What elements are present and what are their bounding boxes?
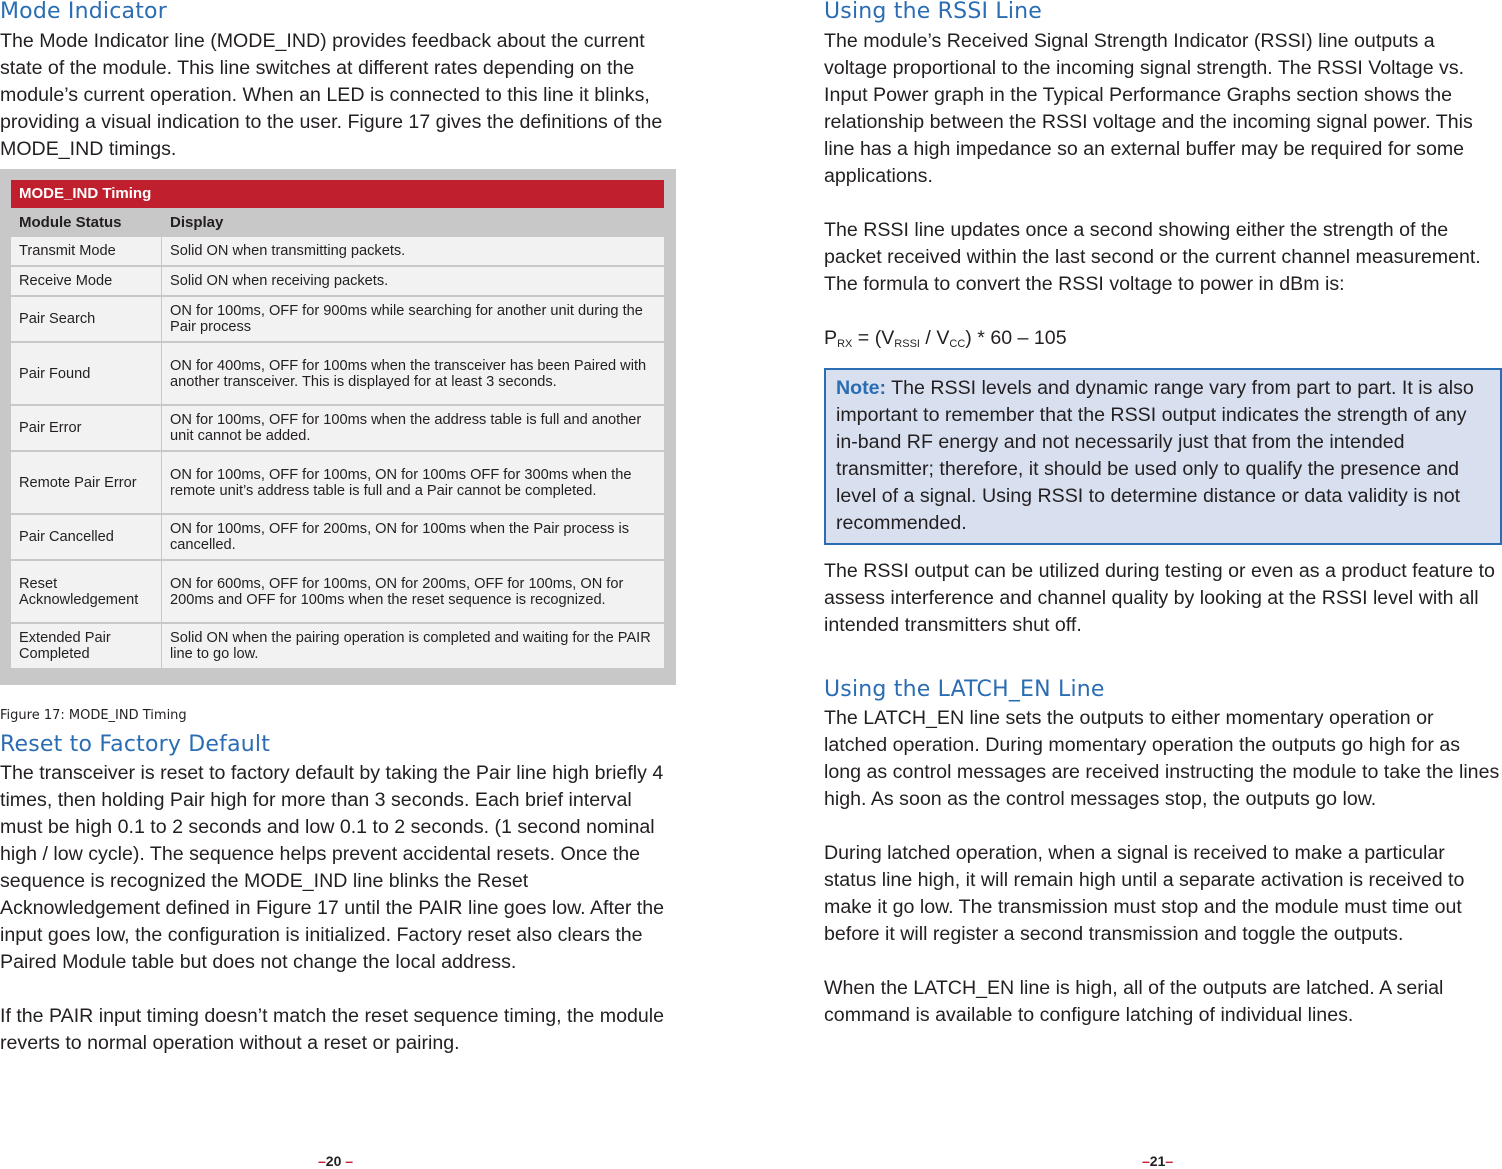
row-status: Reset Acknowledgement: [11, 561, 161, 622]
table-row: [11, 267, 664, 295]
rssi-heading: Using the RSSI Line: [824, 0, 1043, 24]
formula-vcc-sub: CC: [949, 338, 966, 350]
mode-ind-timing-table: [0, 169, 676, 685]
row-display: Solid ON when transmitting packets.: [162, 237, 664, 265]
table-row: [11, 406, 664, 450]
table-row: [11, 237, 664, 265]
reset-section: [0, 733, 676, 1057]
row-display: ON for 100ms, OFF for 900ms while searching for another unit during the Pair process: [162, 297, 664, 341]
note-text: [836, 375, 1490, 537]
row-status: Extended Pair Completed: [11, 624, 161, 668]
latch-body-3: When the LATCH_EN line is high, all of the outputs are latched. A serial command is available to configure latching of individual lines.: [824, 977, 1444, 1026]
row-display: ON for 100ms, OFF for 100ms, ON for 100ms OFF for 300ms when the remote unit’s address table is full and a Pair cannot be completed.: [162, 452, 664, 513]
row-status: Pair Cancelled: [11, 515, 161, 559]
mode-indicator-section: [0, 0, 676, 163]
reset-heading: Reset to Factory Default: [0, 732, 271, 757]
formula-p: P: [824, 327, 838, 349]
row-status: Pair Error: [11, 406, 161, 450]
rssi-body-1: The module’s Received Signal Strength Indicator (RSSI) line outputs a voltage proportional to the incoming signal strength. The RSSI Voltage vs. Input Power graph in the Typical Performance Graphs section shows the relationship between the RSSI voltage and the incoming signal power. This line has a high impedance so an external buffer may be required for some applications.: [824, 30, 1473, 187]
table-title: MODE_IND Timing: [11, 180, 664, 208]
latch-section: [824, 678, 1502, 1029]
latch-body-1: The LATCH_EN line sets the outputs to either momentary operation or latched operation. During momentary operation the outputs go high for as long as control messages are received instructing the module to take the lines high. As soon as the control messages stop, the outputs go low.: [824, 707, 1500, 810]
header-display: Display: [170, 214, 224, 231]
row-status: Remote Pair Error: [11, 452, 161, 513]
row-display: ON for 100ms, OFF for 100ms when the address table is full and another unit cannot be added.: [162, 406, 664, 450]
formula-p-sub: RX: [837, 338, 853, 350]
table-row: [11, 452, 664, 513]
formula-v-sub: RSSI: [894, 338, 920, 350]
page-dash: –: [1165, 1153, 1174, 1169]
table-header-row: [11, 208, 664, 237]
page-number-value: 21: [1149, 1153, 1166, 1169]
note-body: The RSSI levels and dynamic range vary from part to part. It is also important to remember that the RSSI output indicates the strength of any in-band RF energy and not necessarily just that from the intended transmitter; therefore, it should be used only to qualify the presence and level of a signal. Using RSSI to determine distance or data validity is not recommended.: [836, 377, 1474, 534]
row-status: Receive Mode: [11, 267, 161, 295]
row-display: Solid ON when the pairing operation is completed and waiting for the PAIR line to go low.: [162, 624, 664, 668]
formula-eq: = (V: [852, 327, 895, 349]
row-status: Transmit Mode: [11, 237, 161, 265]
page-number-left: [318, 1153, 353, 1169]
row-display: ON for 600ms, OFF for 100ms, ON for 200ms, OFF for 100ms, ON for 200ms and OFF for 100ms when the reset sequence is recognized.: [162, 561, 664, 622]
rssi-body-3: The RSSI output can be utilized during testing or even as a product feature to assess interference and channel quality by looking at the RSSI level with all intended transmitters shut off.: [824, 560, 1495, 636]
latch-heading: Using the LATCH_EN Line: [824, 677, 1105, 702]
row-status: Pair Search: [11, 297, 161, 341]
row-display: ON for 400ms, OFF for 100ms when the transceiver has been Paired with another transceiver. This is displayed for at least 3 seconds.: [162, 343, 664, 404]
rssi-formula: [824, 325, 1502, 358]
formula-slash: / V: [919, 327, 950, 349]
row-display: ON for 100ms, OFF for 200ms, ON for 100ms when the Pair process is cancelled.: [162, 515, 664, 559]
table-row: [11, 561, 664, 622]
page-number-value: 20: [325, 1153, 342, 1169]
table-row: [11, 624, 664, 668]
figure-caption: Figure 17: MODE_IND Timing: [0, 708, 187, 723]
page-dash: –: [1142, 1153, 1150, 1169]
formula-tail: ) * 60 – 105: [965, 327, 1067, 349]
rssi-section: [824, 0, 1502, 639]
mode-indicator-heading: Mode Indicator: [0, 0, 167, 24]
rssi-note-box: [824, 368, 1502, 545]
table-row: [11, 343, 664, 404]
latch-body-2: During latched operation, when a signal is received to make a particular status line high, it will remain high until a separate activation is received to make it go low. The transmission must stop and the module must time out before it will register a second transmission and toggle the outputs.: [824, 842, 1465, 945]
note-label: Note:: [836, 377, 887, 399]
row-display: Solid ON when receiving packets.: [162, 267, 664, 295]
reset-body-1: The transceiver is reset to factory default by taking the Pair line high briefly 4 times, then holding Pair high for more than 3 seconds. Each brief interval must be high 0.1 to 2 seconds and low 0.1 to 2 seconds. (1 second nominal high / low cycle). The sequence helps prevent accidental resets. Once the sequence is recognized the MODE_IND line blinks the Reset Acknowledgement defined in Figure 17 until the PAIR line goes low. After the input goes low, the configuration is initialized. Factory reset also clears the Paired Module table but does not change the local address.: [0, 762, 665, 973]
page-dash: –: [318, 1153, 326, 1169]
page-dash: –: [341, 1153, 354, 1169]
rssi-body-2: The RSSI line updates once a second showing either the strength of the packet received within the last second or the current channel measurement. The formula to convert the RSSI voltage to power in dBm is:: [824, 219, 1481, 295]
reset-body-2: If the PAIR input timing doesn’t match the reset sequence timing, the module reverts to normal operation without a reset or pairing.: [0, 1005, 665, 1054]
page-number-right: [1142, 1153, 1173, 1169]
header-module-status: Module Status: [19, 214, 122, 231]
table-row: [11, 515, 664, 559]
mode-indicator-body: The Mode Indicator line (MODE_IND) provides feedback about the current state of the module. This line switches at different rates depending on the module’s current operation. When an LED is connected to this line it blinks, providing a visual indication to the user. Figure 17 gives the definitions of the MODE_IND timings.: [0, 30, 663, 160]
row-status: Pair Found: [11, 343, 161, 404]
table-row: [11, 297, 664, 341]
